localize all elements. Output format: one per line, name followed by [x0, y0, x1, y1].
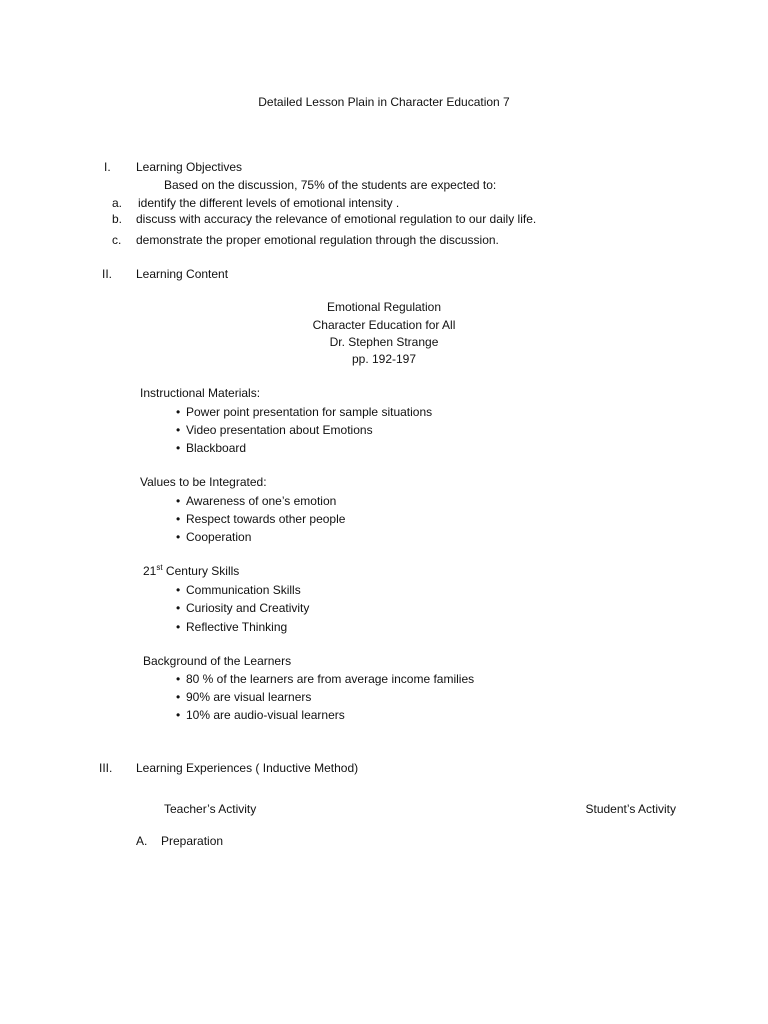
bullet-icon: • — [176, 601, 181, 615]
list-letter: c. — [112, 233, 122, 247]
document-title: Detailed Lesson Plain in Character Education 7 — [258, 95, 510, 109]
section-numeral: II. — [102, 267, 113, 281]
teacher-activity-column-header: Teacher’s Activity — [164, 802, 257, 816]
list-letter: b. — [112, 212, 123, 226]
list-item: Reflective Thinking — [186, 620, 288, 634]
section-numeral: I. — [104, 160, 111, 174]
reference-line: Emotional Regulation — [326, 300, 442, 314]
bullet-icon: • — [176, 530, 181, 544]
student-activity-column-header: Student’s Activity — [585, 802, 676, 816]
bullet-icon: • — [176, 583, 181, 597]
list-item: Blackboard — [186, 441, 247, 455]
reference-line: pp. 192-197 — [351, 352, 417, 366]
bullet-icon: • — [176, 512, 181, 526]
values-heading: Values to be Integrated: — [140, 475, 267, 489]
list-item: 90% are visual learners — [186, 690, 312, 704]
bullet-icon: • — [176, 405, 181, 419]
list-item: Awareness of one’s emotion — [186, 494, 337, 508]
list-item: Cooperation — [186, 530, 252, 544]
list-letter: a. — [112, 196, 123, 210]
subsection-heading-preparation: Preparation — [161, 834, 224, 848]
bullet-icon: • — [176, 441, 181, 455]
bullet-icon: • — [176, 708, 181, 722]
reference-line: Dr. Stephen Strange — [329, 335, 439, 349]
bullet-icon: • — [176, 423, 181, 437]
section-heading-content: Learning Content — [136, 267, 229, 281]
list-item: Power point presentation for sample situations — [186, 405, 433, 419]
objective-item: discuss with accuracy the relevance of emotional regulation to our daily life. — [136, 212, 537, 226]
background-heading: Background of the Learners — [143, 654, 292, 668]
bullet-icon: • — [176, 494, 181, 508]
reference-line: Character Education for All — [312, 318, 456, 332]
materials-heading: Instructional Materials: — [140, 386, 261, 400]
bullet-icon: • — [176, 690, 181, 704]
list-item: Respect towards other people — [186, 512, 346, 526]
list-item: 80 % of the learners are from average income families — [186, 672, 475, 686]
bullet-icon: • — [176, 672, 181, 686]
objectives-intro: Based on the discussion, 75% of the students are expected to: — [164, 178, 497, 192]
section-heading-experiences: Learning Experiences ( Inductive Method) — [136, 761, 359, 775]
objective-item: demonstrate the proper emotional regulation through the discussion. — [136, 233, 499, 247]
subsection-letter: A. — [136, 834, 148, 848]
section-heading-objectives: Learning Objectives — [136, 160, 243, 174]
list-item: Video presentation about Emotions — [186, 423, 373, 437]
list-item: Communication Skills — [186, 583, 301, 597]
skills-heading: 21st Century Skills — [143, 563, 240, 578]
objective-item: identify the different levels of emotional intensity . — [138, 196, 400, 210]
bullet-icon: • — [176, 620, 181, 634]
list-item: 10% are audio-visual learners — [186, 708, 345, 722]
list-item: Curiosity and Creativity — [186, 601, 310, 615]
section-numeral: III. — [99, 761, 113, 775]
